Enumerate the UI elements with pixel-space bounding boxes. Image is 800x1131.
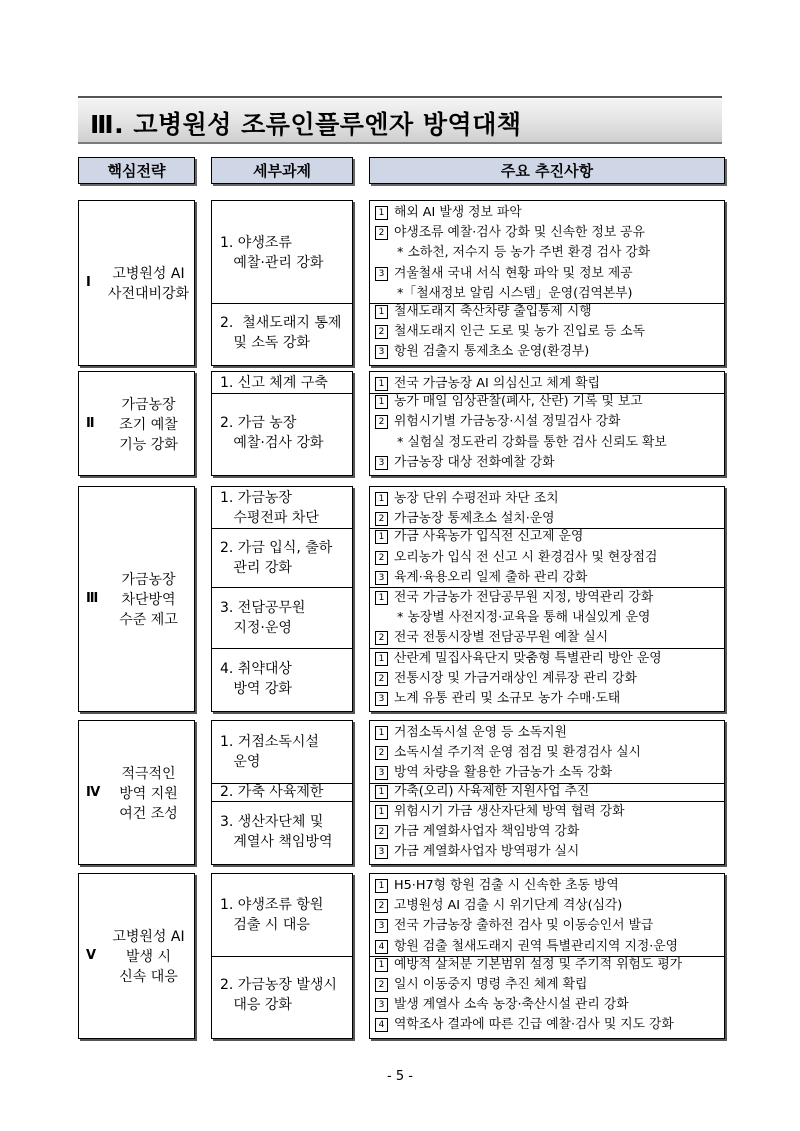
item-number-box: 3 [375,845,388,859]
action-block [370,649,724,709]
roman-numeral: Ⅲ [86,591,99,606]
roman-numeral: Ⅳ [86,784,101,800]
action-column [369,873,725,1039]
task-line: 검출 시 대응 [220,917,310,934]
strategy-line: 신속 대응 [119,969,178,985]
action-item-text: 전국 전통시장별 전담공무원 예찰 실시 [394,630,609,646]
task-line: 2. 가축 사육제한 [220,783,324,800]
action-item-text: 철새도래지 인근 도로 및 농가 진입로 등 소독 [394,324,645,340]
action-item-text: 역학조사 결과에 따른 긴급 예찰·검사 및 지도 강화 [394,1017,674,1033]
task-line: 3. 생산자단체 및 [220,813,324,830]
action-item-text: 전국 가금농가 전담공무원 지정, 방역관리 강화 [394,590,654,605]
task-cell [212,802,352,862]
action-item [375,263,722,284]
task-cell [212,527,352,588]
action-item [375,742,722,763]
item-number-box: 1 [375,530,388,544]
action-item-text: 방역 차량을 활용한 가금농가 소독 강화 [394,765,613,781]
action-item-text: 전국 가금농장 출하전 검사 및 이동승인서 발급 [394,918,654,934]
action-item-text: 위험시기 가금 생산자단체 방역 협력 강화 [394,803,625,819]
task-line: 운영 [220,754,261,771]
item-number-box: 3 [375,692,388,706]
action-item-text: 위험시기별 가금농장·시설 정밀검사 강화 [394,414,621,430]
task-line: 수평전파 차단 [220,510,319,527]
action-item [375,547,722,568]
task-line: 및 소독 강화 [220,334,310,351]
strategy-cell [78,200,195,366]
action-block [370,302,724,363]
strategy-line: 발생 시 [125,949,172,965]
task-line: 계열사 책임방역 [220,833,333,850]
action-item-text: 농가 매일 임상관찰(폐사, 산란) 기록 및 보고 [394,394,643,410]
action-item [375,722,722,743]
strategy-label [107,264,190,304]
item-number-box: 1 [375,305,388,319]
item-number-box: 1 [375,395,388,409]
item-number-box: 2 [375,415,388,429]
item-number-box: 3 [375,998,388,1012]
task-line: 예찰·관리 강화 [220,254,324,271]
strategy-line: 수준 제고 [119,612,178,628]
action-item-text: 가금 계열화사업자 방역평가 실시 [394,844,580,860]
action-item [375,821,722,842]
task-cell [212,201,352,304]
action-item-text: 고병원성 AI 검출 시 위기단계 격상(심각) [394,898,623,914]
item-number-box: 3 [375,766,388,780]
item-number-box: 1 [375,377,388,391]
action-block [370,721,724,784]
task-line: 2. 가금농장 발생시 [220,977,337,994]
action-item [375,915,722,936]
task-line: 1. 거점소독시설 [220,734,319,751]
item-number-box: 2 [375,825,388,839]
strategy-line: 적극적인 [121,765,176,782]
action-item-text: 전통시장 및 가금거래상인 계류장 관리 강화 [394,670,637,686]
task-line: 1. 야생조류 [220,234,292,251]
action-item [375,875,722,896]
strategy-label [107,764,190,824]
item-number-box: 2 [375,746,388,760]
action-item [375,567,722,588]
action-item [375,895,722,916]
task-line: 4. 취약대상 [220,660,292,677]
action-item-text: 가금 계열화사업자 책임방역 강화 [394,823,580,839]
action-item-text: 전국 가금농장 AI 의심신고 체계 확립 [394,376,600,391]
action-column [369,200,725,366]
action-item-text: 항원 검출 철새도래지 권역 특별관리지역 지정·운영 [394,938,679,954]
action-item [375,974,722,995]
action-block [370,874,724,957]
action-item-text: 발생 계열사 소속 농장·축산시설 관리 강화 [394,997,629,1013]
task-label [220,413,346,453]
item-number-box: 2 [375,512,388,526]
item-number-box: 3 [375,267,388,281]
item-number-box: 4 [375,940,388,954]
task-label [220,313,346,353]
task-line: 3. 전담공무원 [220,600,306,617]
task-cell [212,588,352,649]
action-item [375,488,722,509]
strategy-line: 가금농장 [121,396,176,413]
strategy-line: 사전대비강화 [107,286,190,302]
action-block [370,201,724,304]
action-item [375,391,722,412]
strategy-cell [78,720,195,865]
action-item [375,648,722,669]
task-line: 2. 철새도래지 통제 [220,314,342,331]
item-number-box: 2 [375,672,388,686]
task-cell [212,955,352,1036]
title-box [78,99,722,144]
task-cell [212,782,352,802]
action-item [375,321,722,342]
action-item [375,222,722,243]
task-label [220,233,346,273]
roman-numeral: Ⅴ [86,948,97,963]
action-block [370,782,724,802]
action-item [375,801,722,822]
task-label [220,895,346,935]
action-block [370,588,724,649]
action-item-text: *「철새정보 알림 시스템」운영(검역본부) [397,285,633,301]
strategy-cell [78,873,195,1039]
item-number-box: 3 [375,456,388,470]
item-number-box: 2 [375,899,388,913]
action-column [369,486,725,712]
action-item-text: 농장 단위 수평전파 차단 조치 [394,491,559,506]
item-number-box: 1 [375,805,388,819]
action-item-text: 산란계 밀집사육단지 맞춤형 특별관리 방안 운영 [394,650,662,666]
action-block [370,955,724,1036]
item-number-box: 1 [375,785,388,799]
item-number-box: 1 [375,492,388,506]
action-item [375,432,722,453]
item-number-box: 2 [375,325,388,339]
action-item-text: 해외 AI 발생 정보 파악 [394,205,522,220]
task-line: 대응 강화 [220,997,292,1014]
action-item-text: 철새도래지 축산차량 출입통제 시행 [394,304,592,319]
action-item-text: 가축(오리) 사육제한 지원사업 추진 [394,783,590,799]
item-number-box: 1 [375,591,388,605]
task-label [220,812,346,852]
action-item-text: * 농장별 사전지정·교육을 통해 내실있게 운영 [397,610,651,626]
action-item-text: H5·H7형 항원 검출 시 신속한 초동 방역 [394,878,619,893]
header-action: 주요 추진사항 [369,157,725,184]
strategy-label [107,395,190,455]
task-label [220,975,346,1015]
action-item [375,587,722,608]
strategy-label [107,570,190,630]
item-number-box: 3 [375,919,388,933]
action-item-text: 오리농가 입식 전 신고 시 환경검사 및 현장점검 [394,549,658,565]
task-column [211,720,353,865]
action-item-text: 가금농장 대상 전화예찰 강화 [394,454,555,470]
task-line: 1. 야생조류 항원 [220,897,324,914]
header-strategy: 핵심전략 [78,157,195,184]
action-item-text: * 실험실 정도관리 강화를 통한 검사 신뢰도 확보 [397,434,667,450]
strategy-cell [78,486,195,712]
title-top-rule [78,96,722,98]
strategy-line: 가금농장 [121,572,176,588]
strategy-line: 고병원성 AI [112,266,185,282]
task-column [211,486,353,712]
task-column [211,371,353,476]
action-item [375,627,722,648]
task-label [220,732,346,772]
action-item-text: * 소하천, 저수지 등 농가 주변 환경 검사 강화 [397,245,651,261]
action-item [375,1014,722,1035]
title-banner [78,96,722,146]
action-item [375,526,722,547]
action-item [375,301,722,322]
action-item [375,411,722,432]
task-line: 방역 강화 [220,680,292,697]
action-item [375,242,722,263]
task-line: 1. 가금농장 [220,490,292,507]
task-line: 예찰·검사 강화 [220,434,324,451]
task-label [220,488,346,528]
strategy-line: 조기 예찰 [119,416,178,433]
action-item [375,202,722,223]
item-number-box: 3 [375,345,388,359]
action-item [375,688,722,709]
item-number-box: 1 [375,958,388,972]
action-item-text: 겨울철새 국내 서식 현황 파악 및 정보 제공 [394,265,633,281]
action-item-text: 항원 검출지 통제초소 운영(환경부) [394,344,590,360]
action-item-text: 가금농장 통제초소 설치·운영 [394,511,555,527]
header-task: 세부과제 [211,157,353,184]
action-item-text: 육계·육용오리 일제 출하 관리 강화 [394,569,588,585]
task-label [220,598,346,638]
task-cell [212,302,352,363]
action-item-text: 야생조류 예찰·검사 강화 및 신속한 정보 공유 [394,225,645,241]
action-column [369,720,725,865]
task-line: 1. 신고 체계 구축 [220,375,328,392]
item-number-box: 2 [375,978,388,992]
task-label [220,373,346,393]
action-item-text: 예방적 살처분 기본범위 설정 및 주기적 위험도 평가 [394,956,683,972]
action-block [370,527,724,588]
task-line: 관리 강화 [220,559,292,576]
action-item-text: 일시 이동중지 명령 추진 체계 확립 [394,976,588,992]
action-item [375,954,722,975]
action-item [375,668,722,689]
strategy-line: 고병원성 AI [112,929,185,945]
action-item [375,994,722,1015]
action-item-text: 가금 사육농가 입식전 신고제 운영 [394,529,584,545]
item-number-box: 2 [375,551,388,565]
action-column [369,371,725,476]
action-item-text: 노계 유통 관리 및 소규모 농가 수매·도태 [394,690,621,706]
strategy-line: 기능 강화 [119,436,178,453]
strategy-line: 방역 지원 [119,785,178,802]
action-item [375,607,722,628]
item-number-box: 1 [375,726,388,740]
task-label [220,659,346,699]
action-item [375,841,722,862]
strategy-label [107,927,190,987]
task-cell [212,392,352,473]
action-item [375,341,722,362]
task-line: 2. 가금 농장 [220,414,297,431]
task-line: 2. 가금 입식, 출하 [220,539,333,556]
task-cell [212,721,352,784]
action-item [375,781,722,802]
roman-numeral: Ⅰ [86,275,91,290]
task-line: 지정·운영 [220,620,292,637]
item-number-box: 2 [375,631,388,645]
task-column [211,200,353,366]
roman-numeral: Ⅱ [86,415,95,431]
item-number-box: 1 [375,879,388,893]
item-number-box: 1 [375,652,388,666]
strategy-line: 차단방역 [121,592,176,608]
page-number: - 5 - [387,1069,413,1084]
item-number-box: 2 [375,226,388,240]
page-title: Ⅲ. 고병원성 조류인플루엔자 방역대책 [90,110,522,139]
action-block [370,392,724,473]
item-number-box: 3 [375,571,388,585]
action-item-text: 소독시설 주기적 운영 점검 및 환경검사 실시 [394,745,641,761]
action-block [370,802,724,862]
task-cell [212,874,352,957]
action-item [375,452,722,473]
item-number-box: 4 [375,1018,388,1032]
action-block [370,487,724,529]
task-column [211,873,353,1039]
item-number-box: 1 [375,206,388,220]
task-cell [212,487,352,529]
task-label [220,538,346,578]
strategy-cell [78,371,195,476]
task-cell [212,372,352,394]
action-item-text: 거점소독시설 운영 등 소독지원 [394,725,567,740]
task-label [220,782,346,802]
strategy-line: 여건 조성 [119,805,178,822]
task-cell [212,649,352,709]
